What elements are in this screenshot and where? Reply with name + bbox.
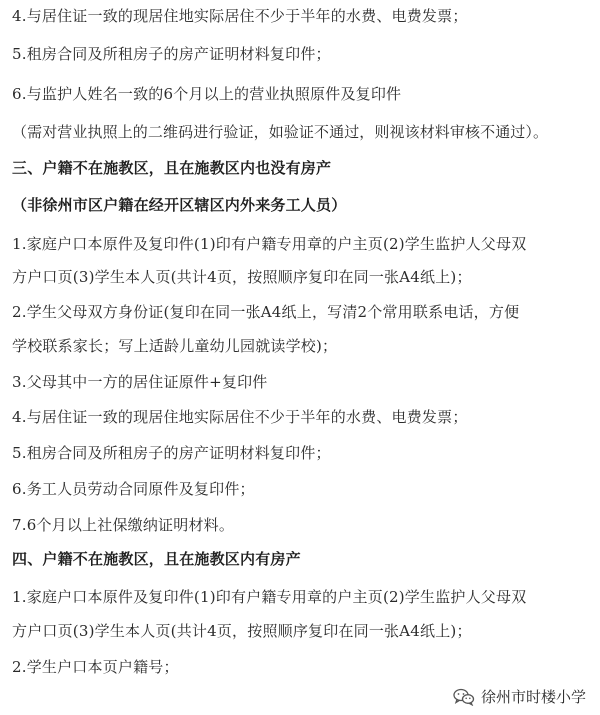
requirement-line: 5.租房合同及所租房子的房产证明材料复印件；: [12, 444, 331, 462]
requirement-line: 6.与监护人姓名一致的6个月以上的营业执照原件及复印件: [12, 85, 402, 103]
section-subheading: （非徐州市区户籍在经开区辖区内外来务工人员）: [12, 196, 347, 214]
section-heading-4: 四、户籍不在施教区，且在施教区内有房产: [12, 550, 301, 568]
requirement-line-continued: 学校联系家长；写上适龄儿童幼儿园就读学校)；: [12, 337, 338, 355]
requirement-line-continued: 方户口页(3)学生本人页(共计4页，按照顺序复印在同一张A4纸上)；: [12, 268, 472, 286]
requirement-line-continued: 方户口页(3)学生本人页(共计4页，按照顺序复印在同一张A4纸上)；: [12, 622, 472, 640]
account-watermark: [449, 684, 590, 709]
requirement-line: 6.务工人员劳动合同原件及复印件；: [12, 480, 255, 498]
wechat-icon: [453, 688, 475, 706]
requirement-line: 2.学生父母双方身份证(复印在同一张A4纸上，写清2个常用联系电话，方便: [12, 303, 520, 321]
watermark-text: 徐州市时楼小学: [480, 688, 586, 706]
verification-note: （需对营业执照上的二维码进行验证，如验证不通过，则视该材料审核不通过）。: [12, 123, 549, 141]
requirement-line: 5.租房合同及所租房子的房产证明材料复印件；: [12, 45, 331, 63]
requirement-line: 4.与居住证一致的现居住地实际居住不少于半年的水费、电费发票；: [12, 408, 468, 426]
requirement-line: 2.学生户口本页户籍号；: [12, 658, 179, 676]
requirement-line: 3.父母其中一方的居住证原件+复印件: [12, 373, 268, 391]
section-heading-3: 三、户籍不在施教区，且在施教区内也没有房产: [12, 159, 332, 177]
requirement-line: 1.家庭户口本原件及复印件(1)印有户籍专用章的户主页(2)学生监护人父母双: [12, 235, 527, 253]
requirement-line: 4.与居住证一致的现居住地实际居住不少于半年的水费、电费发票；: [12, 7, 468, 25]
requirement-line: 7.6个月以上社保缴纳证明材料。: [12, 516, 235, 534]
requirement-line: 1.家庭户口本原件及复印件(1)印有户籍专用章的户主页(2)学生监护人父母双: [12, 588, 527, 606]
